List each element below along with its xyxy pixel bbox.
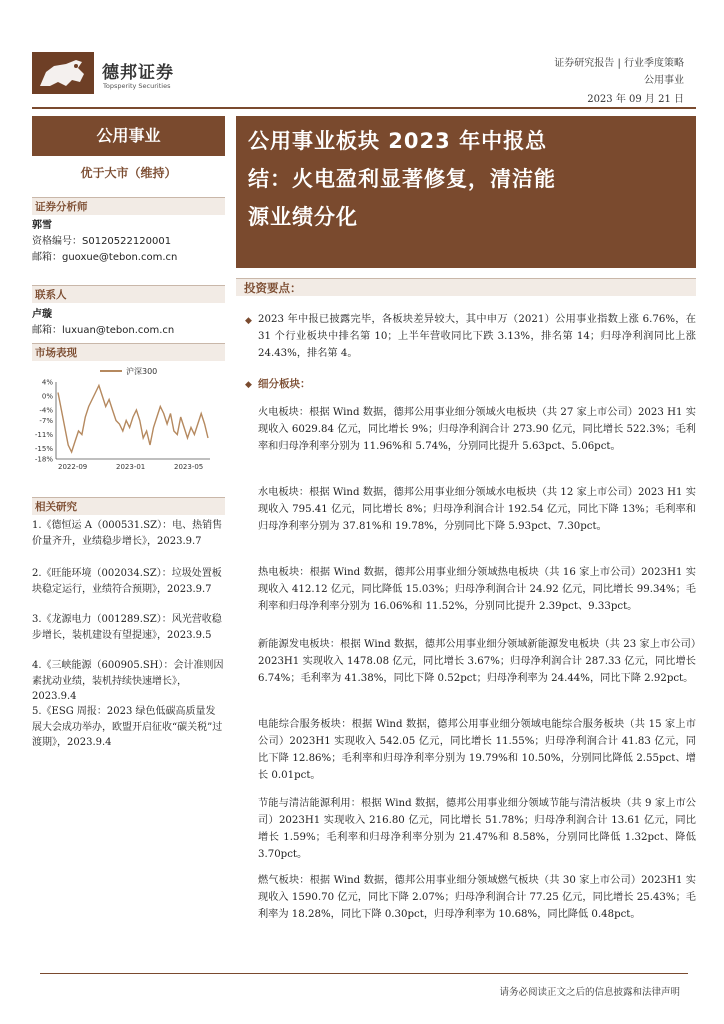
title-line-3: 源业绩分化	[248, 205, 358, 229]
market-heading: 市场表现	[32, 343, 225, 361]
series-line-hs300	[58, 386, 208, 453]
y-tick-label: 4%	[41, 378, 53, 387]
sector-label: 公用事业	[32, 116, 225, 156]
logo-text-en: Topsperity Securities	[103, 82, 171, 90]
y-tick-label: 0%	[41, 392, 53, 401]
industry-label: 公用事业	[644, 75, 684, 86]
doc-type: 证券研究报告 | 行业季度策略	[554, 58, 684, 69]
bullet-icon: ◆	[245, 380, 252, 390]
legend-label: 沪深300	[126, 367, 158, 376]
research-item[interactable]: 5.《ESG 周报：2023 绿色低碳高质量发展大会成功举办，欧盟开启征收“碳关税”过渡期》，2023.9.4	[32, 706, 223, 749]
bull-logo-icon	[32, 52, 94, 94]
report-date: 2023 年 09 月 21 日	[587, 94, 684, 105]
analyst-name: 郭雪	[32, 220, 52, 231]
x-tick-label: 2023-01	[116, 463, 146, 471]
segment-paragraph-new-energy: 新能源发电板块：根据 Wind 数据，德邦公用事业细分领域新能源发电板块（共 23 家上市公司）2023H1 实现收入 1478.08 亿元，同比增长 3.67%；归母净利润合计 287.33 亿元，同比增长 6.74%；毛利率为 41.38%，同比下降 0.52pct；归母净利率为 24.44%，同比下降 2.92pct。	[258, 639, 696, 684]
disclaimer-note[interactable]: 请务必阅读正文之后的信息披露和法律声明	[499, 987, 680, 998]
y-tick-label: -18%	[34, 455, 53, 464]
research-item[interactable]: 4.《三峡能源（600905.SH）：会计准则因素扰动业绩，装机持续快速增长》，2023.9.4	[32, 660, 224, 703]
logo-text-cn: 德邦证券	[102, 63, 174, 83]
segment-paragraph-gas: 燃气板块：根据 Wind 数据，德邦公用事业细分领域燃气板块（共 30 家上市公司）2023H1 实现收入 1590.70 亿元，同比下降 2.07%；归母净利润合计 77.25 亿元，同比增长 25.43%；毛利率为 18.28%，同比下降 0.30pct，归母净利率为 10.68%，同比降低 0.48pct。	[258, 875, 696, 920]
title-line-2: 结：火电盈利显著修复，清洁能	[248, 167, 556, 191]
y-tick-label: -4%	[39, 406, 53, 415]
header-divider	[32, 107, 696, 109]
research-item[interactable]: 1.《德恒运 A（000531.SZ）：电、热销售价量齐升，业绩稳步增长》，2023.9.7	[32, 520, 223, 547]
segment-paragraph-thermal: 火电板块：根据 Wind 数据，德邦公用事业细分领域火电板块（共 27 家上市公司）2023 H1 实现收入 6029.84 亿元，同比增长 9%；归母净利润合计 273.90 亿元，同比增长 522.3%；毛利率和归母净利率分别为 11.96%和 5.74%，分别同比提升 5.63pct、5.06pct。	[258, 407, 696, 452]
x-tick-label: 2022-09	[58, 463, 88, 471]
y-tick-label: -15%	[34, 445, 53, 453]
bullet-icon: ◆	[245, 316, 252, 326]
analyst-cert: 资格编号：S0120522120001	[32, 236, 172, 247]
segment-paragraph-clean-energy: 节能与清洁能源利用：根据 Wind 数据，德邦公用事业细分领域节能与清洁板块（共 9 家上市公司）2023H1 实现收入 216.80 亿元，同比增长 51.78%；归母净利润合计 13.61 亿元，同比增长 1.59%；毛利率和归母净利率分别为 21.47%和 8.58%，分别同比降低 1.32pct、降低 3.70pct。	[258, 798, 696, 860]
investment-highlights-heading: 投资要点：	[236, 278, 696, 296]
logo-mark	[32, 52, 94, 94]
analyst-email[interactable]: 邮箱：guoxue@tebon.com.cn	[32, 252, 178, 263]
footer-divider	[40, 973, 688, 974]
market-chart	[30, 364, 220, 474]
research-heading: 相关研究	[32, 497, 225, 515]
contact-email[interactable]: 邮箱：luxuan@tebon.com.cn	[32, 325, 175, 336]
contact-name: 卢璇	[32, 309, 52, 320]
y-tick-label: -11%	[34, 431, 53, 439]
sector-rating: 优于大市（维持）	[80, 166, 177, 180]
sub-heading: 细分板块：	[258, 378, 311, 390]
contact-heading: 联系人	[32, 285, 225, 303]
y-tick-label: -7%	[39, 417, 53, 425]
analyst-heading: 证券分析师	[32, 197, 225, 215]
intro-paragraph: 2023 年中报已披露完毕，各板块差异较大，其中申万（2021）公用事业指数上涨 6.76%，在 31 个行业板块中排名第 10；上半年营收同比下跌 3.13%，排名第 14；归母净利润同比上涨 24.43%，排名第 4。	[258, 314, 696, 359]
research-item[interactable]: 2.《旺能环境（002034.SZ）：垃圾处置板块稳定运行，业绩符合预期》，2023.9.7	[32, 568, 222, 595]
title-line-1: 公用事业板块 2023 年中报总	[248, 129, 548, 153]
research-item[interactable]: 3.《龙源电力（001289.SZ）：风光营收稳步增长，装机建设有望提速》，2023.9.5	[32, 614, 222, 641]
report-title	[236, 116, 696, 268]
segment-paragraph-hydro: 水电板块：根据 Wind 数据，德邦公用事业细分领域水电板块（共 12 家上市公司）2023 H1 实现收入 795.41 亿元，同比增长 8%；归母净利润合计 192.54 亿元，同比下降 13%；毛利率和归母净利率分别为 37.81%和 19.78%，分别同比下降 5.93pct、7.30pct。	[258, 487, 696, 532]
segment-paragraph-heat: 热电板块：根据 Wind 数据，德邦公用事业细分领域热电板块（共 16 家上市公司）2023H1 实现收入 412.12 亿元，同比降低 15.03%；归母净利润合计 24.92 亿元，同比增长 99.34%；毛利率和归母净利率分别为 16.06%和 11.52%，分别同比提升 2.39pct、9.33pct。	[258, 567, 696, 612]
x-tick-label: 2023-05	[174, 463, 204, 471]
segment-paragraph-power-services: 电能综合服务板块：根据 Wind 数据，德邦公用事业细分领域电能综合服务板块（共 15 家上市公司）2023H1 实现收入 542.05 亿元，同比增长 11.55%；归母净利润合计 41.83 亿元，同比下降 12.86%；毛利率和归母净利率分别为 19.79%和 10.50%，分别同比降低 2.55pct、增长 0.01pct。	[258, 719, 696, 781]
